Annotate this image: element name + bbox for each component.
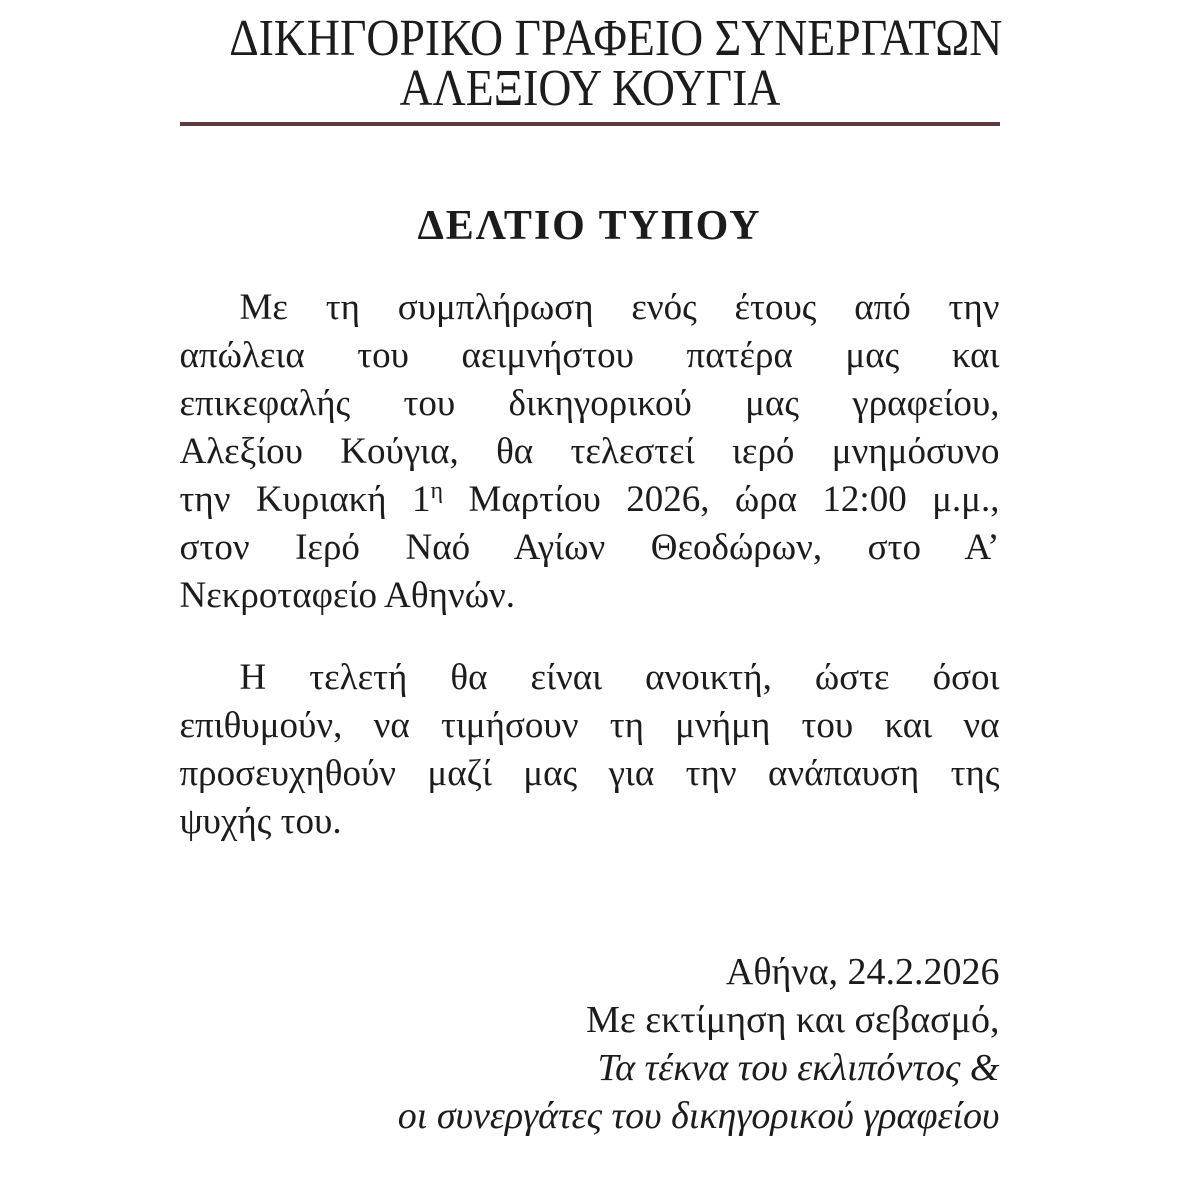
superscript-eta: η xyxy=(430,478,444,504)
body-line: Με τη συμπλήρωση ενός έτους από την xyxy=(239,287,1000,328)
body-line: προσευχηθούν μαζί μας για την ανάπαυση της xyxy=(179,753,1000,794)
body-line: Αλεξίου Κούγια, θα τελεστεί ιερό μνημόσυνο xyxy=(179,431,1000,472)
signatory-line-2: οι συνεργάτες του δικηγορικού γραφείου xyxy=(397,1095,1000,1137)
body-line: επικεφαλής του δικηγορικού μας γραφείου, xyxy=(179,383,1000,424)
body-line: στον Ιερό Ναό Αγίων Θεοδώρων, στο Α’ xyxy=(179,527,1000,568)
body-line: απώλεια του αειμνήστου πατέρα μας και xyxy=(179,335,1000,376)
letterhead-text xyxy=(228,10,1002,117)
place-date-line: Αθήνα, 24.2.2026 xyxy=(725,951,1000,993)
letterhead-line-1: ΔΙΚΗΓΟΡΙΚΟ ΓΡΑΦΕΙΟ ΣΥΝΕΡΓΑΤΩΝ xyxy=(228,10,1002,67)
date-text-post: Μαρτίου 2026, ώρα 12:00 μ.μ., xyxy=(468,479,1000,520)
body-line: επιθυμούν, να τιμήσουν τη μνήμη του και να xyxy=(179,705,1000,746)
letterhead xyxy=(180,10,1002,126)
letterhead-rule xyxy=(180,122,1000,126)
press-release-document xyxy=(180,0,1000,1140)
signature-block xyxy=(180,948,1000,1140)
date-text-pre: την Κυριακή 1 xyxy=(179,479,431,520)
body-line: ψυχής του. xyxy=(179,801,342,842)
paragraph-memorial-announcement xyxy=(180,284,1000,620)
press-release-title: ΔΕΛΤΙΟ ΤΥΠΟΥ xyxy=(417,203,762,249)
signatory-line-1: Τα τέκνα του εκλιπόντος & xyxy=(597,1047,1000,1089)
body-line: Νεκροταφείο Αθηνών. xyxy=(179,575,516,616)
body-line: Η τελετή θα είναι ανοικτή, ώστε όσοι xyxy=(239,657,1000,698)
body-line-date xyxy=(180,476,1000,524)
letterhead-line-2: ΑΛΕΞΙΟΥ ΚΟΥΓΙΑ xyxy=(399,60,780,117)
paragraph-open-ceremony xyxy=(180,654,1000,846)
closing-line: Με εκτίμηση και σεβασμό, xyxy=(586,999,1000,1041)
